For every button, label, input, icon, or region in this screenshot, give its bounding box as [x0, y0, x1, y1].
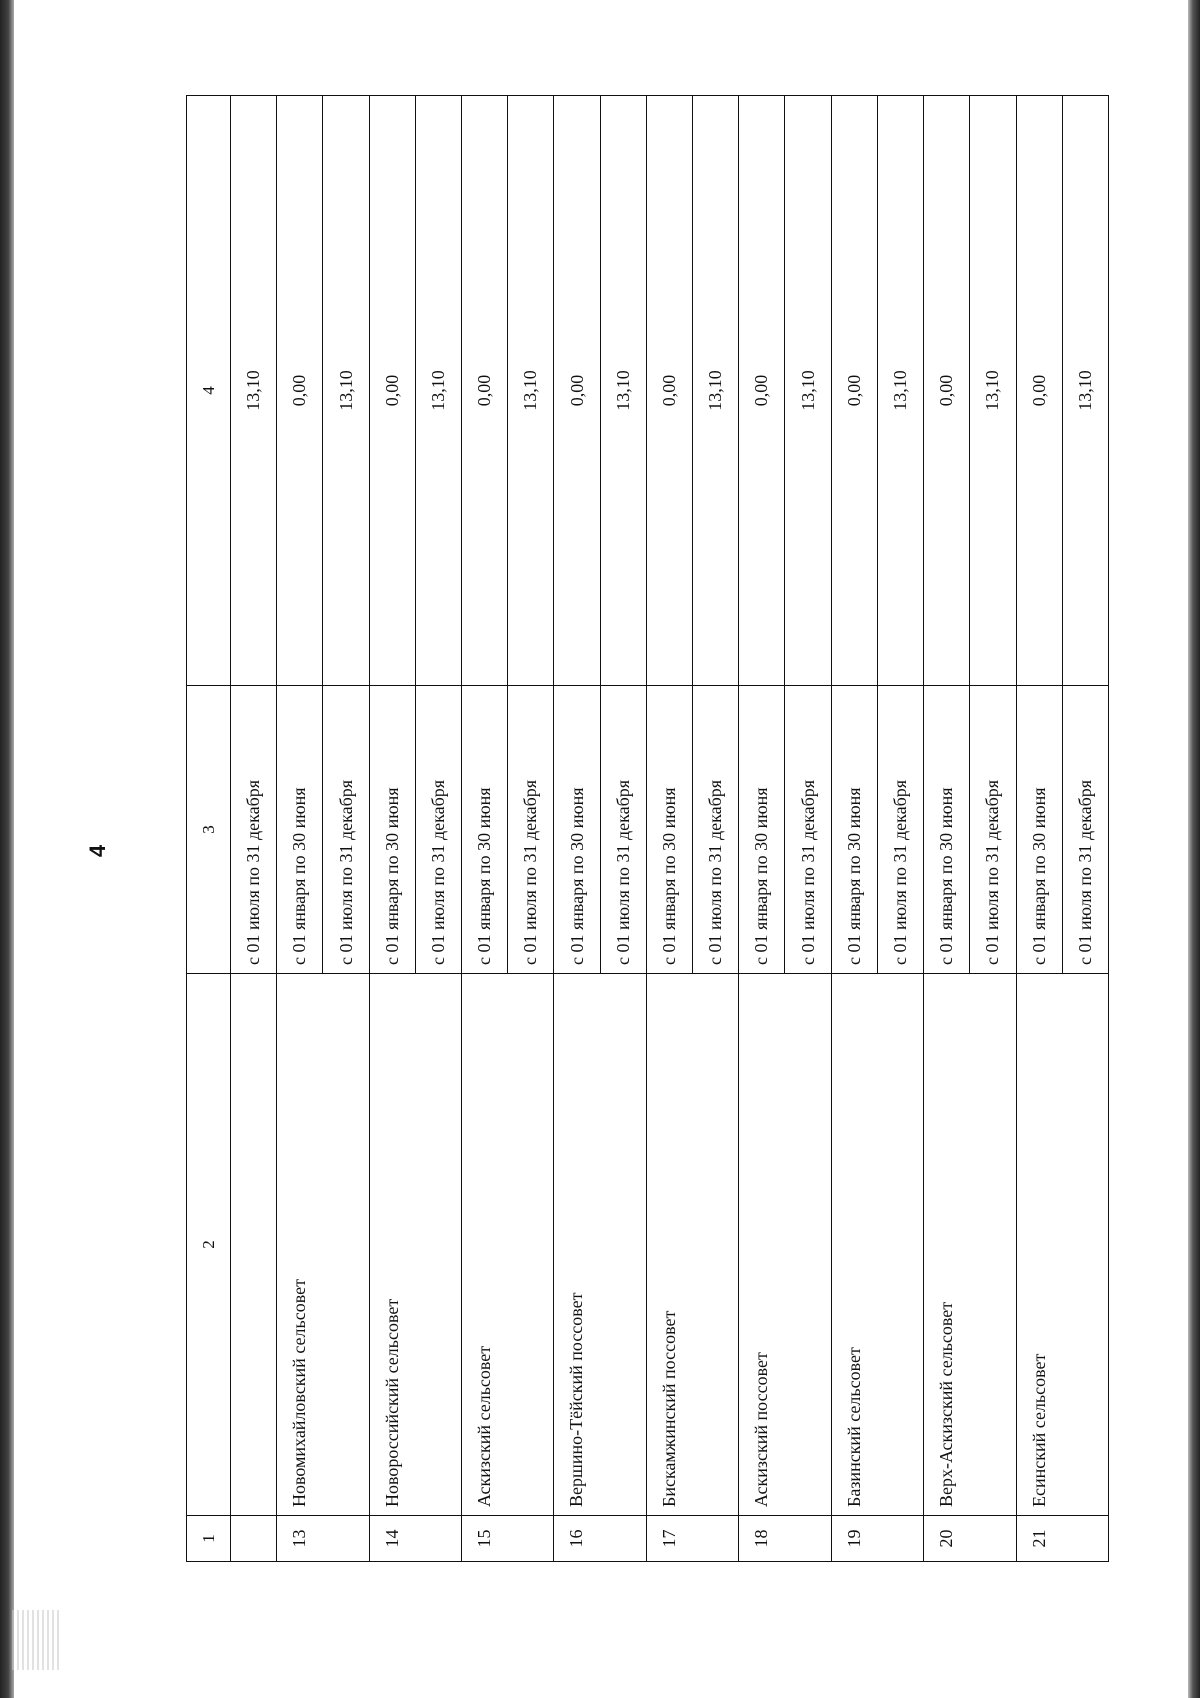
value-cell: 13,10 — [1062, 96, 1108, 686]
value-cell: 13,10 — [970, 96, 1016, 686]
period-cell: с 01 января по 30 июня — [369, 686, 415, 974]
value-cell: 0,00 — [924, 96, 970, 686]
value-cell: 0,00 — [831, 96, 877, 686]
settlement-name-cell: Аскизский поссовет — [739, 974, 831, 1516]
value-cell: 13,10 — [693, 96, 739, 686]
header-cell-1: 1 — [187, 1516, 231, 1562]
header-cell-4: 4 — [187, 96, 231, 686]
value-cell: 0,00 — [739, 96, 785, 686]
header-cell-2: 2 — [187, 974, 231, 1516]
table-row — [739, 96, 785, 1562]
period-cell: с 01 июля по 31 декабря — [877, 686, 923, 974]
value-cell: 13,10 — [600, 96, 646, 686]
scan-stamp-mark — [12, 1610, 62, 1670]
scan-left-edge — [0, 0, 14, 1698]
value-cell: 13,10 — [877, 96, 923, 686]
period-cell: с 01 января по 30 июня — [277, 686, 323, 974]
settlement-name-cell: Вершино-Тёйский поссовет — [554, 974, 646, 1516]
value-cell: 13,10 — [508, 96, 554, 686]
row-number-cell: 21 — [1016, 1516, 1109, 1562]
row-number-cell: 17 — [646, 1516, 738, 1562]
table-container — [186, 96, 1109, 1562]
period-cell: с 01 января по 30 июня — [462, 686, 508, 974]
period-cell: с 01 июля по 31 декабря — [785, 686, 831, 974]
row-number-cell: 18 — [739, 1516, 831, 1562]
period-cell: с 01 июля по 31 декабря — [1062, 686, 1108, 974]
period-cell: с 01 июля по 31 декабря — [415, 686, 461, 974]
value-cell: 0,00 — [369, 96, 415, 686]
page-number: 4 — [85, 844, 111, 858]
table-row — [924, 96, 970, 1562]
lead-name-cell — [231, 974, 277, 1516]
value-cell: 0,00 — [1016, 96, 1062, 686]
value-cell: 13,10 — [323, 96, 369, 686]
row-number-cell: 16 — [554, 1516, 646, 1562]
value-cell: 13,10 — [231, 96, 277, 686]
settlement-name-cell: Аскизский сельсовет — [462, 974, 554, 1516]
value-cell: 0,00 — [646, 96, 692, 686]
period-cell: с 01 июля по 31 декабря — [970, 686, 1016, 974]
header-cell-3: 3 — [187, 686, 231, 974]
period-cell: с 01 июля по 31 декабря — [508, 686, 554, 974]
settlement-name-cell: Новомихайловский сельсовет — [277, 974, 369, 1516]
row-number-cell: 14 — [369, 1516, 461, 1562]
row-number-cell: 19 — [831, 1516, 923, 1562]
table-row — [369, 96, 415, 1562]
value-cell: 13,10 — [415, 96, 461, 686]
tariff-table — [186, 95, 1109, 1562]
table-row — [646, 96, 692, 1562]
period-cell: с 01 июля по 31 декабря — [693, 686, 739, 974]
period-cell: с 01 января по 30 июня — [1016, 686, 1062, 974]
row-number-cell: 15 — [462, 1516, 554, 1562]
value-cell: 0,00 — [277, 96, 323, 686]
table-row — [831, 96, 877, 1562]
value-cell: 0,00 — [462, 96, 508, 686]
period-cell: с 01 января по 30 июня — [554, 686, 600, 974]
settlement-name-cell: Есинский сельсовет — [1016, 974, 1109, 1516]
period-cell: с 01 января по 30 июня — [646, 686, 692, 974]
period-cell: с 01 июля по 31 декабря — [231, 686, 277, 974]
rotated-table-frame — [186, 96, 1109, 1562]
scan-right-edge — [1188, 0, 1200, 1698]
header-row — [187, 96, 231, 1562]
table-row — [462, 96, 508, 1562]
row-number-cell: 13 — [277, 1516, 369, 1562]
settlement-name-cell: Базинский сельсовет — [831, 974, 923, 1516]
lead-num-cell — [231, 1516, 277, 1562]
table-row — [554, 96, 600, 1562]
lead-row — [231, 96, 277, 1562]
value-cell: 13,10 — [785, 96, 831, 686]
period-cell: с 01 января по 30 июня — [831, 686, 877, 974]
settlement-name-cell: Новороссийский сельсовет — [369, 974, 461, 1516]
settlement-name-cell: Бискамжинский поссовет — [646, 974, 738, 1516]
period-cell: с 01 июля по 31 декабря — [323, 686, 369, 974]
period-cell: с 01 июля по 31 декабря — [600, 686, 646, 974]
period-cell: с 01 января по 30 июня — [739, 686, 785, 974]
row-number-cell: 20 — [924, 1516, 1016, 1562]
period-cell: с 01 января по 30 июня — [924, 686, 970, 974]
value-cell: 0,00 — [554, 96, 600, 686]
table-row — [277, 96, 323, 1562]
settlement-name-cell: Верх-Аскизский сельсовет — [924, 974, 1016, 1516]
table-row — [1016, 96, 1062, 1562]
